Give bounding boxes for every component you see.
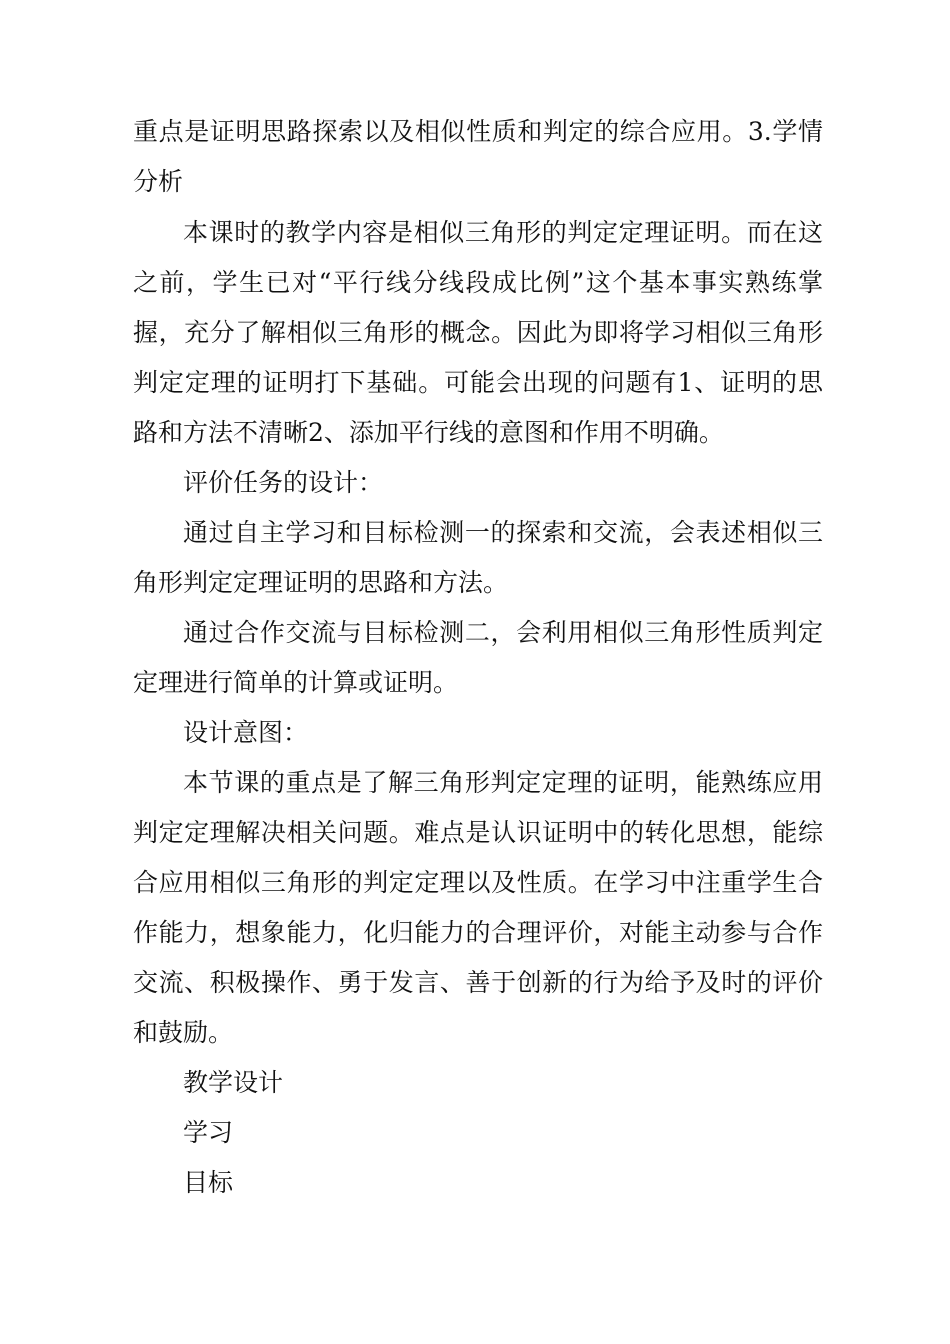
paragraph-line: 判定定理解决相关问题。难点是认识证明中的转化思想，能综 xyxy=(133,818,823,847)
paragraph-line: 握，充分了解相似三角形的概念。因此为即将学习相似三角形 xyxy=(133,318,823,347)
paragraph-line: 之前，学生已对“平行线分线段成比例”这个基本事实熟练掌 xyxy=(133,268,823,297)
paragraph-line: 重点是证明思路探索以及相似性质和判定的综合应用。3.学情 xyxy=(133,117,823,146)
section-heading: 学习 xyxy=(183,1118,234,1147)
paragraph-line: 路和方法不清晰2、添加平行线的意图和作用不明确。 xyxy=(133,418,724,447)
paragraph-line: 定理进行简单的计算或证明。 xyxy=(133,668,459,697)
paragraph-line: 分析 xyxy=(133,167,184,196)
paragraph-line: 作能力，想象能力，化归能力的合理评价，对能主动参与合作 xyxy=(133,918,823,947)
section-heading: 目标 xyxy=(183,1168,234,1197)
paragraph-line: 本课时的教学内容是相似三角形的判定定理证明。而在这 xyxy=(183,218,823,247)
paragraph-line: 通过合作交流与目标检测二，会利用相似三角形性质判定 xyxy=(183,618,823,647)
section-heading: 评价任务的设计： xyxy=(183,468,384,497)
section-heading: 教学设计 xyxy=(183,1068,284,1097)
paragraph-line: 角形判定定理证明的思路和方法。 xyxy=(133,568,509,597)
paragraph-line: 交流、积极操作、勇于发言、善于创新的行为给予及时的评价 xyxy=(133,968,823,997)
paragraph-line: 本节课的重点是了解三角形判定定理的证明，能熟练应用 xyxy=(183,768,823,797)
section-heading: 设计意图： xyxy=(183,718,309,747)
paragraph-line: 判定定理的证明打下基础。可能会出现的问题有1、证明的思 xyxy=(133,368,823,397)
paragraph-line: 通过自主学习和目标检测一的探索和交流，会表述相似三 xyxy=(183,518,823,547)
paragraph-line: 和鼓励。 xyxy=(133,1018,234,1047)
paragraph-line: 合应用相似三角形的判定定理以及性质。在学习中注重学生合 xyxy=(133,868,823,897)
